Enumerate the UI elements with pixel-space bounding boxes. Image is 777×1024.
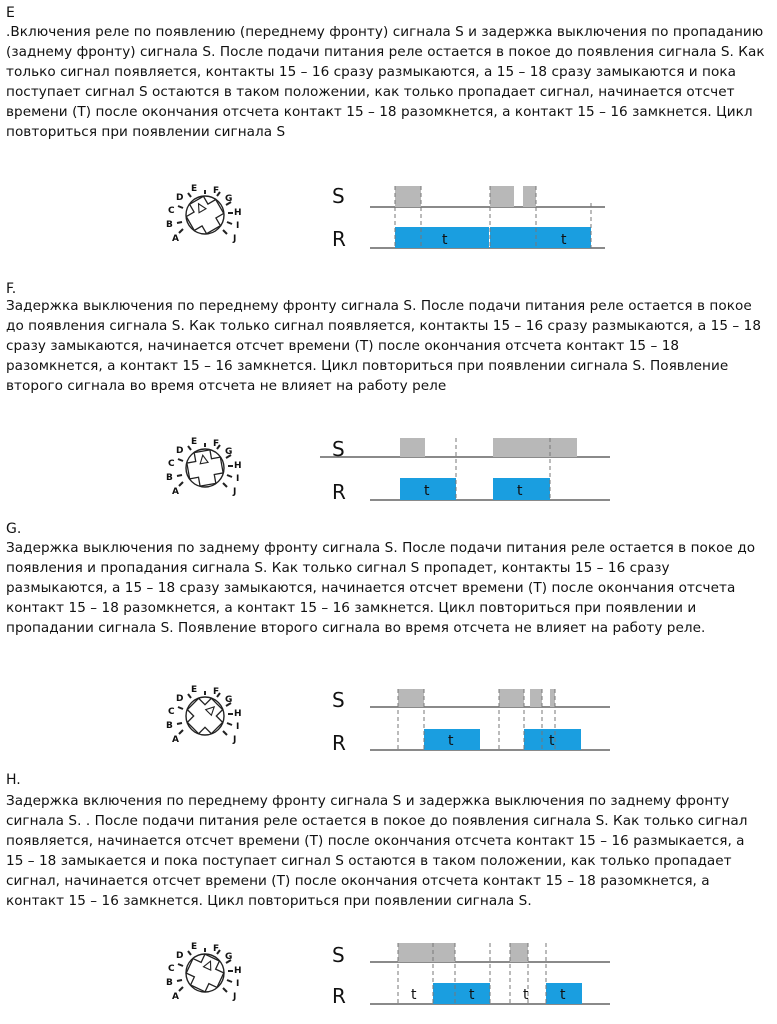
dial-letter-f: F: [213, 439, 220, 449]
mode-h-dial: [160, 938, 250, 1008]
mode-e-dial: [160, 180, 250, 250]
signal-pulse: [523, 186, 536, 207]
mode-f-timing-diagram: [320, 431, 620, 506]
dial-letter-d: D: [176, 446, 184, 456]
dial-letter-f: F: [213, 186, 220, 196]
mode-h-timing-diagram: [320, 937, 620, 1012]
signal-pulse: [398, 689, 424, 707]
mode-h-description: Задержка включения по переднему фронту сигнала S и задержка выключения по заднему фронту сигнала S. . После подачи питания реле остается в покое до появления сигнала S. Как только сигнал появляется, начинается отсчет времени (T) после окончания отсчета контакт 15 – 16 размыкается, а 15 – 18 замыкается и пока поступает сигнал S остаются в таком положении, как только пропадает сигнал, начинается отсчет времени (T) после окончания отсчета контакт 15 – 18 разомкнется, а контакт 15 – 16 замкнется. Цикл повториться при появлении сигнала S.: [6, 793, 748, 909]
dial-letter-e: E: [191, 942, 198, 952]
time-label: t: [469, 987, 475, 1003]
dial-knob-icon: [181, 692, 229, 740]
signal-pulse: [395, 186, 421, 207]
dial-letter-j: J: [233, 234, 237, 244]
mode-g-letter: G.: [6, 521, 22, 537]
mode-e-letter: E: [6, 5, 15, 21]
dial-letter-h: H: [234, 966, 242, 976]
time-label: t: [561, 232, 567, 248]
time-label: t: [517, 483, 523, 499]
signal-label: S: [332, 688, 345, 712]
dial-letter-d: D: [176, 951, 184, 961]
relay-label: R: [332, 227, 346, 251]
dial-letter-c: C: [168, 707, 175, 717]
dial-letter-g: G: [225, 447, 233, 457]
dial-letter-h: H: [234, 709, 242, 719]
dial-letter-a: A: [172, 735, 179, 745]
time-label: t: [424, 483, 430, 499]
signal-pulse: [499, 689, 524, 707]
dial-letter-f: F: [213, 687, 220, 697]
signal-pulse: [510, 943, 528, 962]
dial-knob-icon: [182, 950, 227, 995]
dial-letter-g: G: [225, 695, 233, 705]
dial-knob-icon: [185, 448, 224, 487]
dial-letter-i: I: [236, 979, 240, 989]
mode-h-letter: H.: [6, 772, 21, 788]
dial-letter-d: D: [176, 193, 184, 203]
mode-g-description: Задержка выключения по заднему фронту сигнала S. После подачи питания реле остается в покое до появления и пропадания сигнала S. Как только сигнал S пропадет, контакты 15 – 16 сразу размыкаются, а 15 – 18 сразу замыкаются, начинается отсчет времени (T) после окончания отсчета контакт 15 – 18 разомкнется, а контакт 15 – 16 замкнется. Цикл повториться при появлении и пропадании сигнала S. Появление второго сигнала во время отсчета не влияет на работу реле.: [6, 540, 756, 636]
dial-letter-i: I: [236, 474, 240, 484]
relay-label: R: [332, 480, 346, 504]
time-label: t: [411, 987, 417, 1003]
dial-letter-a: A: [172, 487, 179, 497]
dial-letter-j: J: [233, 487, 237, 497]
dial-letter-c: C: [168, 459, 175, 469]
dial-letter-a: A: [172, 234, 179, 244]
dial-letter-c: C: [168, 964, 175, 974]
dial-letter-j: J: [233, 735, 237, 745]
relay-label: R: [332, 984, 346, 1008]
signal-pulse: [530, 689, 542, 707]
mode-f-dial: [160, 433, 250, 503]
dial-letter-i: I: [236, 722, 240, 732]
signal-pulse: [493, 438, 577, 457]
signal-label: S: [332, 943, 345, 967]
mode-g-timing-diagram: [320, 682, 620, 757]
time-label: t: [523, 987, 529, 1003]
time-label: t: [442, 232, 448, 248]
dial-letter-i: I: [236, 221, 240, 231]
signal-pulse: [400, 438, 425, 457]
dial-knob-icon: [182, 192, 228, 238]
mode-f-letter: F.: [6, 281, 17, 297]
signal-label: S: [332, 437, 345, 461]
signal-pulse: [550, 689, 555, 707]
relay-label: R: [332, 731, 346, 755]
time-label: t: [448, 733, 454, 749]
signal-pulse: [490, 186, 514, 207]
dial-letter-g: G: [225, 952, 233, 962]
dial-letter-j: J: [233, 992, 237, 1002]
relay-on-pulse: [433, 983, 490, 1004]
time-label: t: [560, 987, 566, 1003]
dial-letter-e: E: [191, 437, 198, 447]
dial-letter-d: D: [176, 694, 184, 704]
mode-g-dial: [160, 681, 250, 751]
mode-e-description: .Включения реле по появлению (переднему фронту) сигнала S и задержка выключения по пропаданию (заднему фронту) сигнала S. После подачи питания реле остается в покое до появления сигнала S. Как только сигнал появляется, контакты 15 – 16 сразу размыкаются, а 15 – 18 сразу замыкаются и пока поступает сигнал S остаются в таком положении, как только пропадает сигнал, начинается отсчет времени (T) после окончания отсчета контакт 15 – 18 разомкнется, а контакт 15 – 16 замкнется. Цикл повториться при появлении сигнала S: [6, 24, 765, 140]
dial-letter-h: H: [234, 461, 242, 471]
dial-letter-e: E: [191, 184, 198, 194]
dial-letter-f: F: [213, 944, 220, 954]
signal-label: S: [332, 184, 345, 208]
dial-letter-c: C: [168, 206, 175, 216]
dial-letter-a: A: [172, 992, 179, 1002]
dial-letter-g: G: [225, 194, 233, 204]
dial-letter-h: H: [234, 208, 242, 218]
signal-pulse: [398, 943, 455, 962]
time-label: t: [549, 733, 555, 749]
relay-on-pulse: [490, 227, 591, 248]
dial-letter-e: E: [191, 685, 198, 695]
dial-letter-b: B: [166, 473, 173, 483]
dial-letter-b: B: [166, 978, 173, 988]
dial-letter-b: B: [166, 721, 173, 731]
mode-e-timing-diagram: [320, 178, 620, 253]
dial-letter-b: B: [166, 220, 173, 230]
mode-f-description: Задержка выключения по переднему фронту сигнала S. После подачи питания реле остается в покое до появления сигнала S. Как только сигнал появляется, контакты 15 – 16 сразу размыкаются, а 15 – 18 сразу замыкаются, начинается отсчет времени (T) после окончания отсчета контакт 15 – 18 разомкнется, а контакт 15 – 16 замкнется. Цикл повториться при появлении сигнала S. Появление второго сигнала во время отсчета не влияет на работу реле: [6, 298, 762, 394]
